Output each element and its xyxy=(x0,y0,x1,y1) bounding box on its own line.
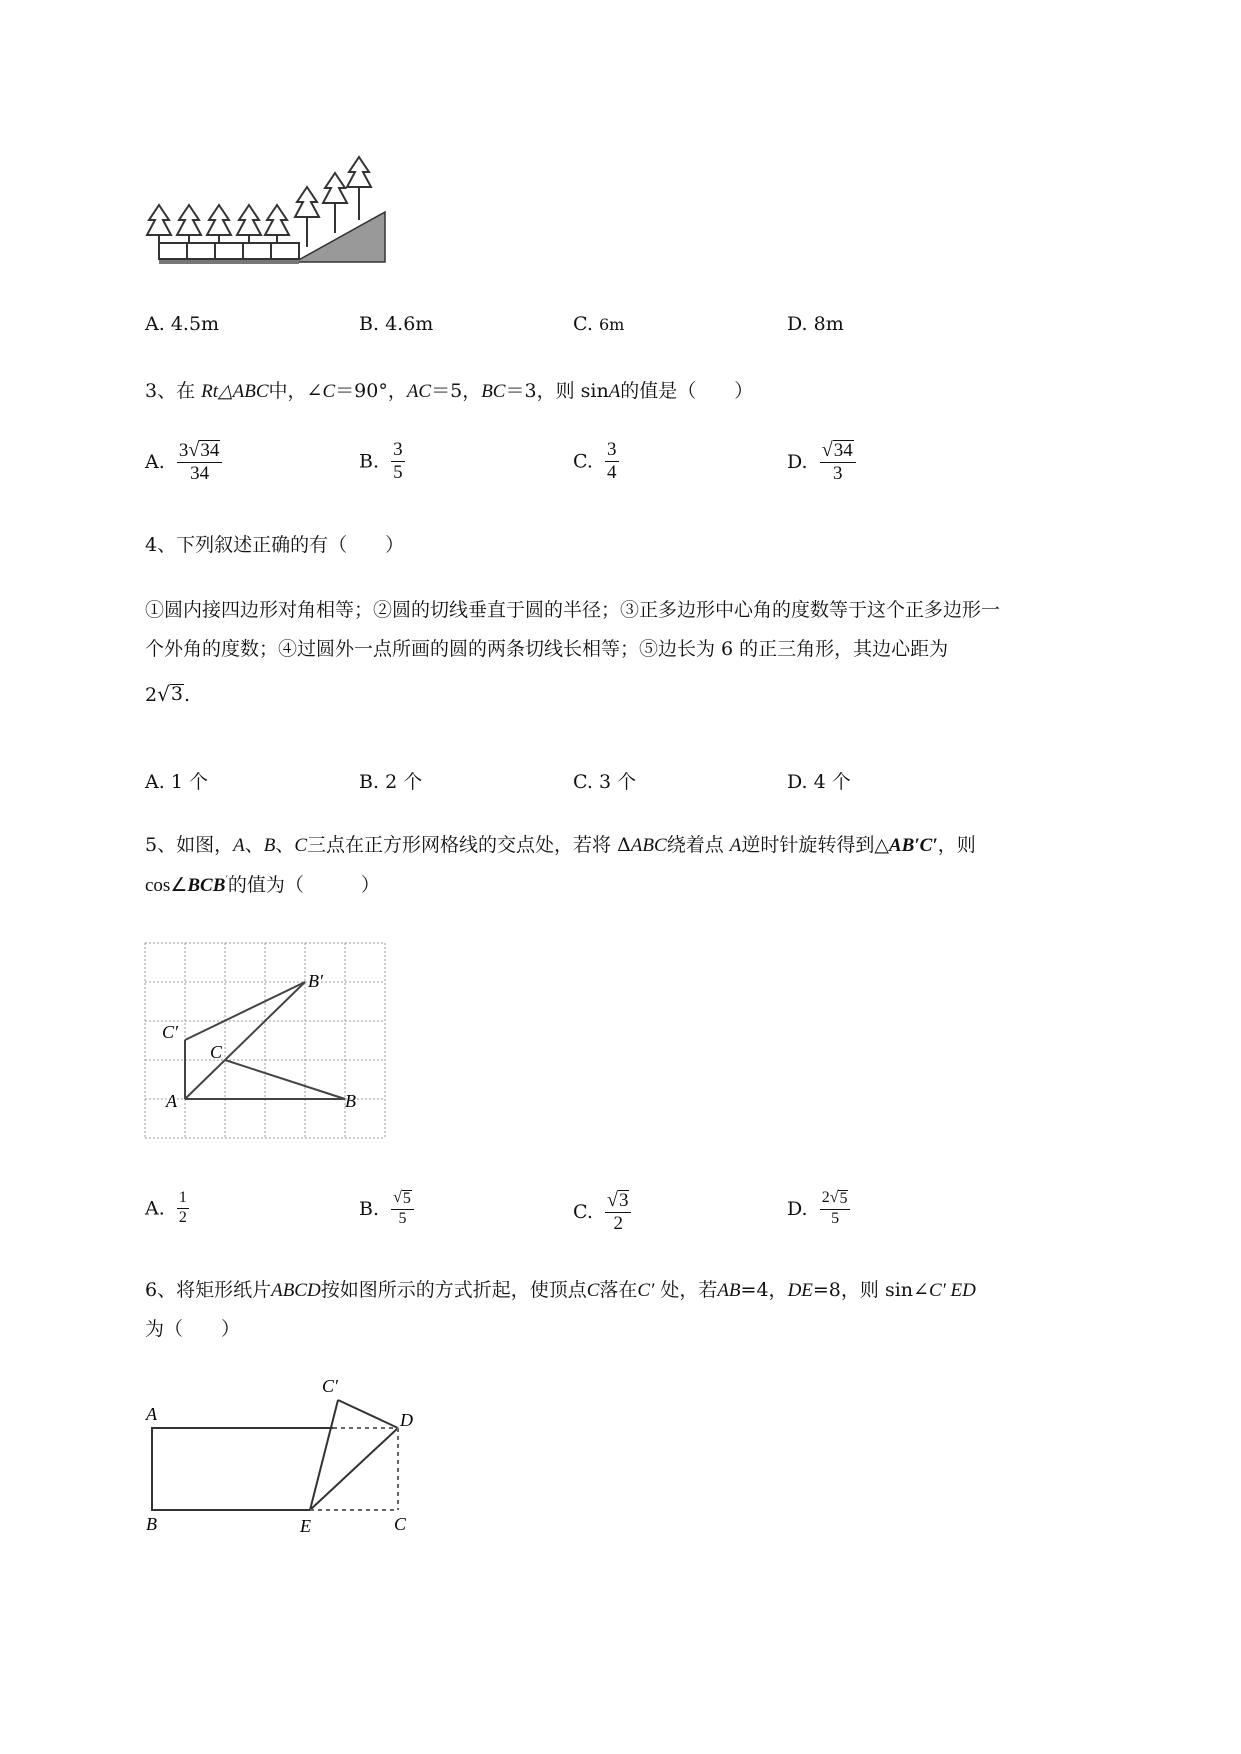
label-e: E xyxy=(300,1516,311,1535)
label-b: B xyxy=(345,1091,356,1111)
q2-option-d: D. 8m xyxy=(787,313,844,335)
q2-option-c: C. 6m xyxy=(573,313,625,335)
q5-stem-line-2: cos∠BCB′的值为（ ） xyxy=(145,873,380,896)
q5-option-d: D. 2 √ 5 5 xyxy=(787,1190,850,1228)
q4-stem: 4、下列叙述正确的有（ ） xyxy=(145,534,405,556)
fraction: √ 34 3 xyxy=(820,440,856,484)
fraction: 2 √ 5 5 xyxy=(820,1190,851,1228)
fraction: √ 3 2 xyxy=(605,1190,631,1234)
q5-option-a: A. $\frac{1}{2}$ xyxy=(145,1189,187,1226)
q6-stem-line-2: 为（ ） xyxy=(145,1318,241,1340)
q4-statement-line-2: 个外角的度数；④过圆外一点所画的圆的两条切线长相等；⑤边长为 6 的正三角形，其边心距为 xyxy=(145,638,949,660)
fraction: $\frac{3}{5}$ xyxy=(393,439,403,483)
q5-option-c: C. √ 3 2 xyxy=(573,1190,631,1234)
q3-option-a: A. 3 √ 34 34 xyxy=(145,440,222,484)
rotation-grid-figure xyxy=(140,935,400,1145)
q3-option-d: D. √ 34 3 xyxy=(787,440,856,484)
label-d: D xyxy=(400,1410,413,1430)
fraction: √ 5 5 xyxy=(391,1190,414,1228)
fraction: $\frac{3}{4}$ xyxy=(607,439,617,483)
q2-option-a: A. 4.5m xyxy=(145,313,220,335)
q5-stem-line-1: 5、如图，A、B、C三点在正方形网格线的交点处，若将 ΔABC绕着点 A逆时针旋转得到△AB′C′，则 xyxy=(145,834,976,856)
q4-option-a: A. 1 个 xyxy=(145,771,208,793)
folded-rectangle-figure xyxy=(140,1370,440,1535)
q6-stem-line-1: 6、将矩形纸片ABCD按如图所示的方式折起，使顶点C落在C′ 处，若AB=4，DE=8，则 sin∠C′ ED xyxy=(145,1279,976,1301)
q5-option-b: B. √ 5 5 xyxy=(359,1190,414,1228)
label-b-prime: B′ xyxy=(308,971,323,991)
label-c-prime: C′ xyxy=(322,1376,338,1396)
label-a: A xyxy=(146,1404,157,1424)
q4-statement-line-3: 2 √ 3 . xyxy=(145,682,190,706)
q4-option-b: B. 2 个 xyxy=(359,771,423,793)
label-c: C xyxy=(210,1042,223,1062)
q4-option-d: D. 4 个 xyxy=(787,771,851,793)
q4-statement-line-1: ①圆内接四边形对角相等；②圆的切线垂直于圆的半径；③正多边形中心角的度数等于这个正多边形一 xyxy=(145,599,1001,621)
q3-option-b: B. $\frac{3}{5}$ xyxy=(359,439,403,483)
fraction: 3 √ 34 34 xyxy=(177,440,222,484)
label-a: A xyxy=(166,1091,177,1111)
trees-slope-figure xyxy=(145,155,395,270)
label-c: C xyxy=(394,1514,407,1534)
q2-option-b: B. 4.6m xyxy=(359,313,434,335)
label-b: B xyxy=(146,1514,157,1534)
q3-stem: 3、在 Rt△ABC中，∠C＝90°，AC＝5，BC＝3，则 sinA的值是（ ） xyxy=(145,380,754,402)
q3-option-c: C. $\frac{3}{4}$ xyxy=(573,439,617,483)
label-c-prime: C′ xyxy=(162,1022,178,1042)
q4-option-c: C. 3 个 xyxy=(573,771,637,793)
fraction: $\frac{1}{2}$ xyxy=(178,1189,187,1226)
